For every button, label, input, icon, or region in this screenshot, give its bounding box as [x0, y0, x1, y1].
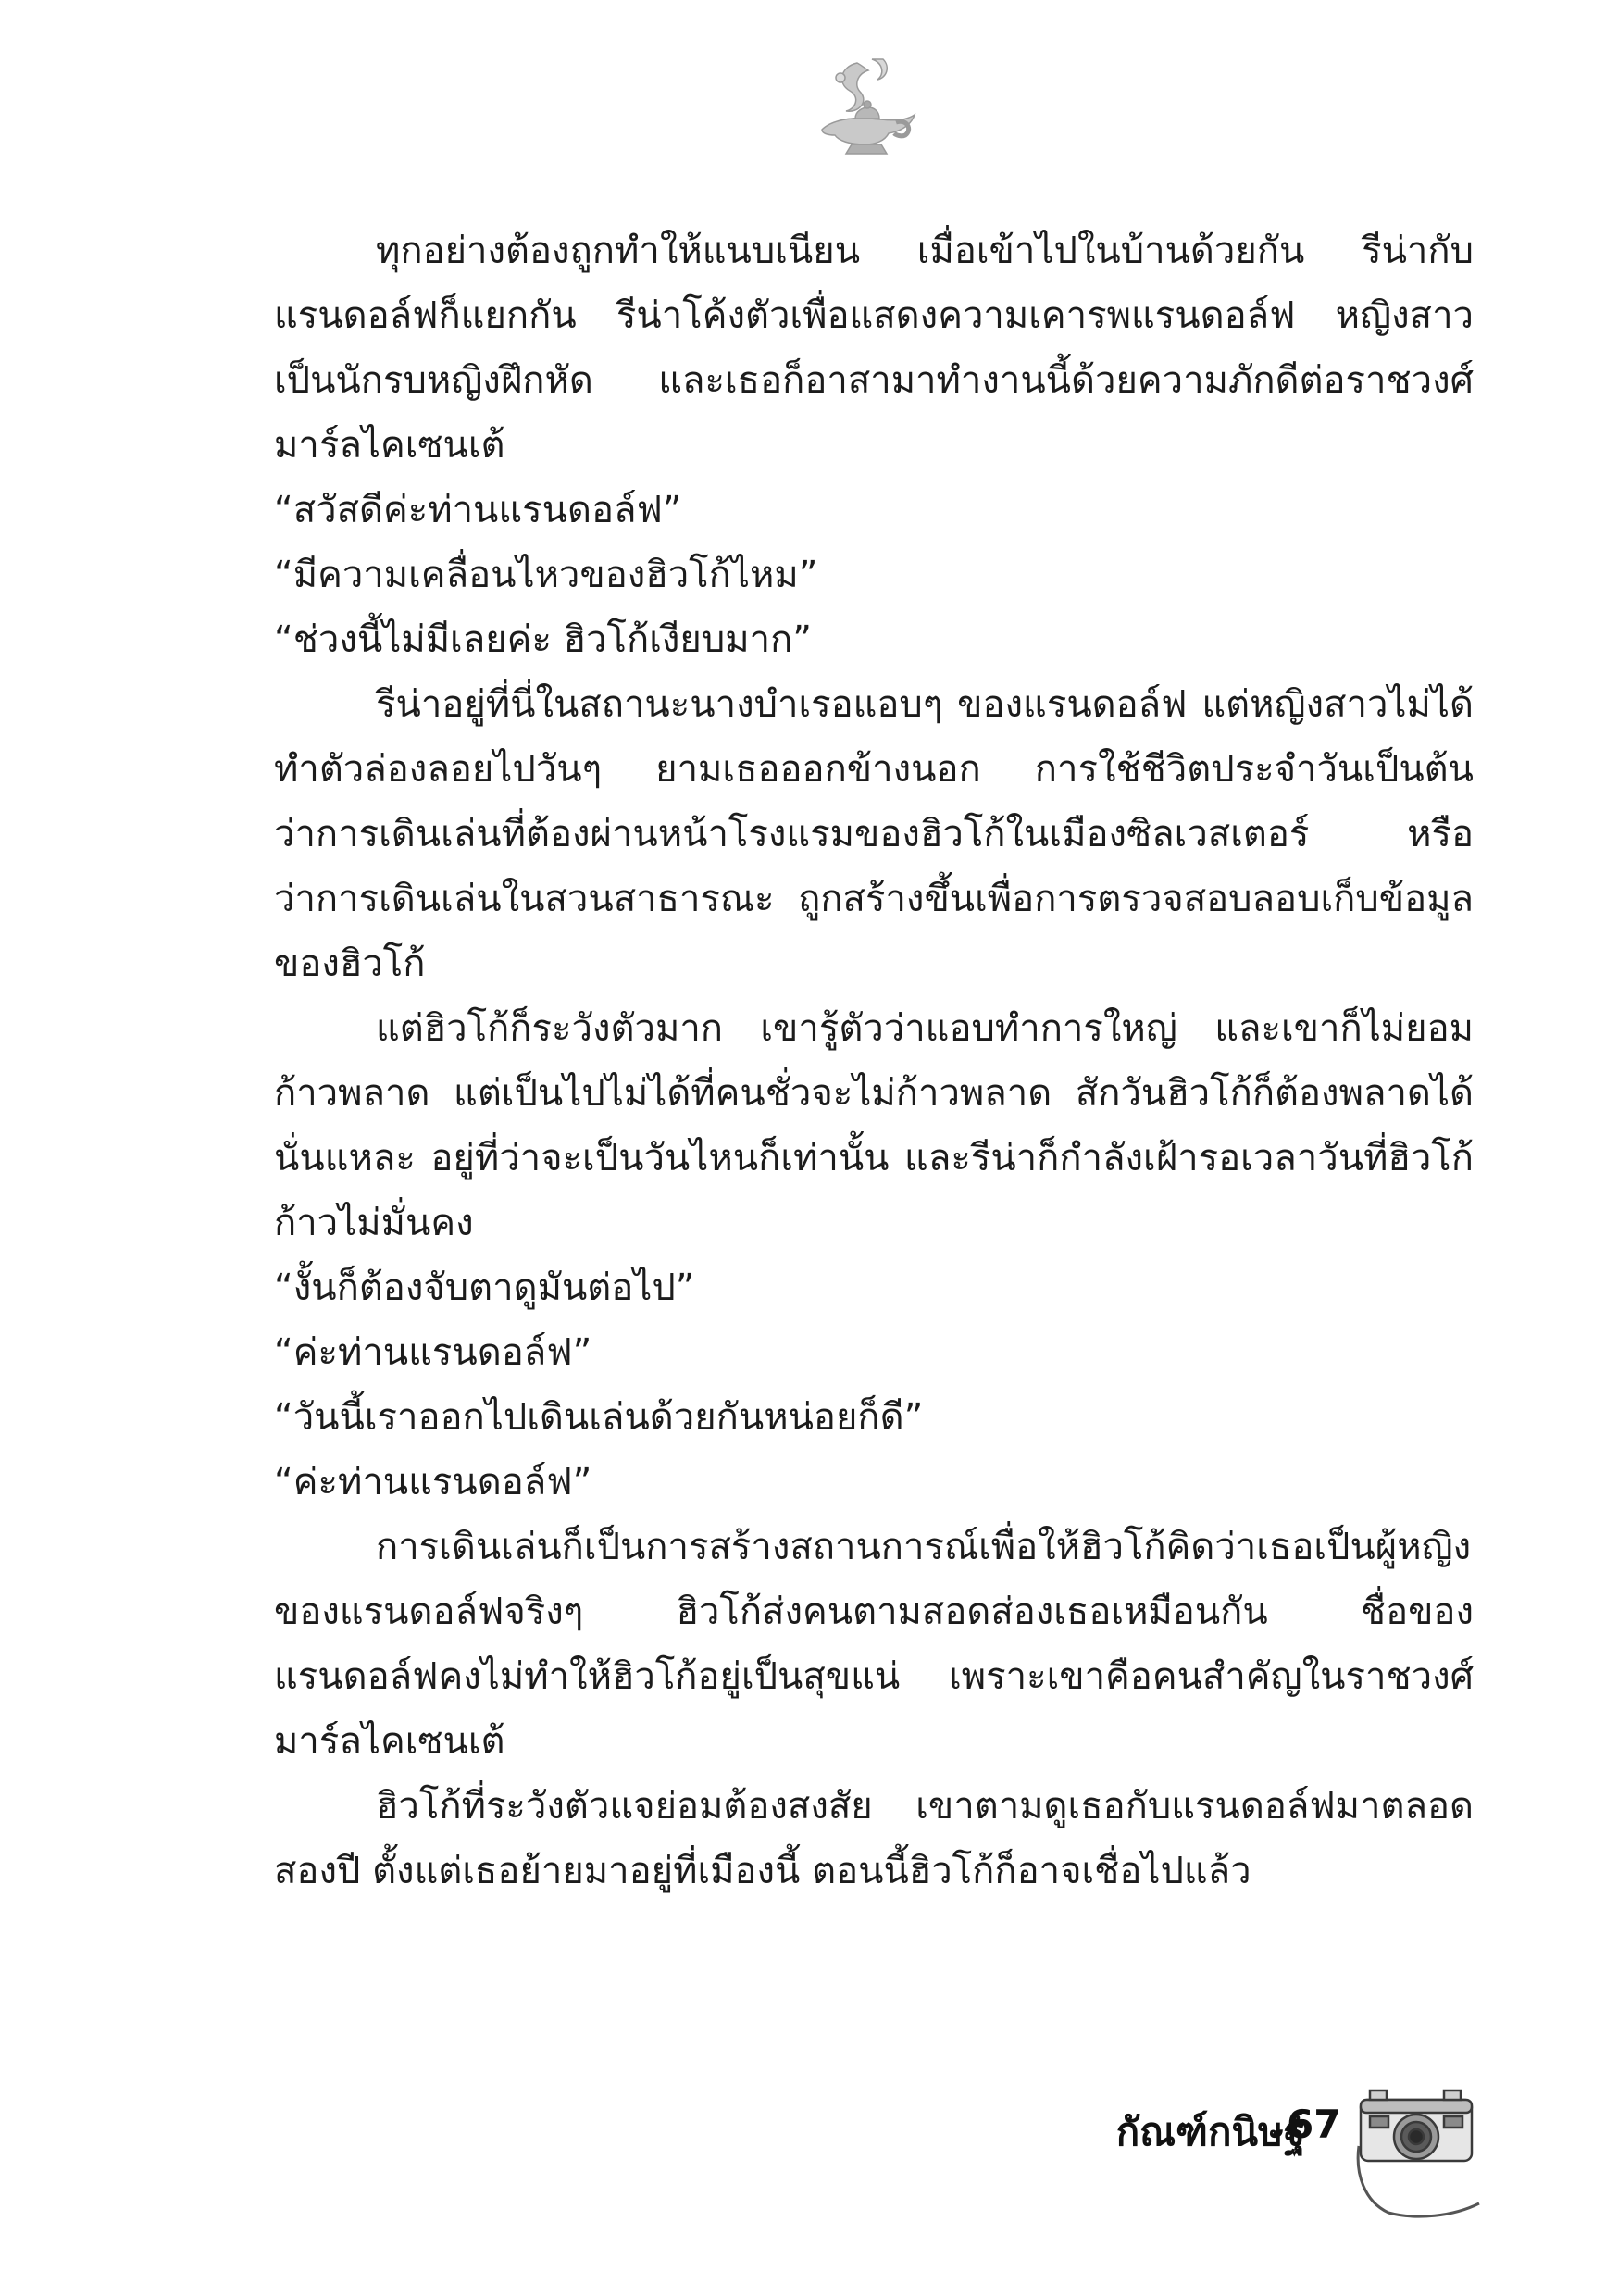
dialogue-line: “ค่ะท่านแรนดอล์ฟ” — [274, 1331, 592, 1374]
camera-icon — [1351, 2081, 1490, 2220]
paragraph: การเดินเล่นก็เป็นการสร้างสถานการณ์เพื่อให้ฮิวโก้คิดว่าเธอเป็นผู้หญิงของแรนดอล์ฟจริงๆ ฮิวโก้ส่งคนตามสอดส่องเธอเหมือนกัน ชื่อของแรนดอล์ฟคงไม่ทำให้ฮิวโก้อยู่เป็นสุขแน่ เพราะเขาคือคนสำคัญในราชวงศ์มาร์ลไคเซนเต้ — [274, 1526, 1474, 1763]
page-body — [274, 218, 1474, 1903]
genie-lamp-icon — [803, 54, 929, 165]
author-name: กัณฑ์กนิษฐ์ — [1115, 2109, 1305, 2154]
dialogue-line: “ช่วงนี้ไม่มีเลยค่ะ ฮิวโก้เงียบมาก” — [274, 618, 813, 661]
paragraph: ฮิวโก้ที่ระวังตัวแจย่อมต้องสงสัย เขาตามดูเธอกับแรนดอล์ฟมาตลอดสองปี ตั้งแต่เธอย้ายมาอยู่ที่เมืองนี้ ตอนนี้ฮิวโก้ก็อาจเชื่อไปแล้ว — [274, 1785, 1474, 1892]
paragraph: แต่ฮิวโก้ก็ระวังตัวมาก เขารู้ตัวว่าแอบทำการใหญ่ และเขาก็ไม่ยอมก้าวพลาด แต่เป็นไปไม่ได้ที่คนชั่วจะไม่ก้าวพลาด สักวันฮิวโก้ก็ต้องพลาดได้นั่นแหละ อยู่ที่ว่าจะเป็นวันไหนก็เท่านั้น และรีน่าก็กำลังเฝ้ารอเวลาวันที่ฮิวโก้ก้าวไม่มั่นคง — [274, 1007, 1474, 1244]
paragraph: ทุกอย่างต้องถูกทำให้แนบเนียน เมื่อเข้าไปในบ้านด้วยกัน รีน่ากับแรนดอล์ฟก็แยกกัน รีน่าโค้งตัวเพื่อแสดงความเคารพแรนดอล์ฟ หญิงสาวเป็นนักรบหญิงฝึกหัด และเธอก็อาสามาทำงานนี้ด้วยความภักดีต่อราชวงศ์มาร์ลไคเซนเต้ — [274, 230, 1474, 467]
page-footer — [1000, 2081, 1518, 2229]
paragraph: รีน่าอยู่ที่นี่ในสถานะนางบำเรอแอบๆ ของแรนดอล์ฟ แต่หญิงสาวไม่ได้ทำตัวล่องลอยไปวันๆ ยามเธอออกข้างนอก การใช้ชีวิตประจำวันเป็นต้นว่าการเดินเล่นที่ต้องผ่านหน้าโรงแรมของฮิวโก้ในเมืองซิลเวสเตอร์ หรือว่าการเดินเล่นในสวนสาธารณะ ถูกสร้างขึ้นเพื่อการตรวจสอบลอบเก็บข้อมูลของฮิวโก้ — [274, 683, 1474, 985]
page-number: 67 — [1287, 2102, 1341, 2147]
dialogue-line: “งั้นก็ต้องจับตาดูมันต่อไป” — [274, 1267, 695, 1309]
dialogue-line: “สวัสดีค่ะท่านแรนดอล์ฟ” — [274, 489, 682, 531]
dialogue-line: “ค่ะท่านแรนดอล์ฟ” — [274, 1461, 592, 1504]
dialogue-line: “วันนี้เราออกไปเดินเล่นด้วยกันหน่อยก็ดี” — [274, 1396, 924, 1439]
dialogue-line: “มีความเคลื่อนไหวของฮิวโก้ไหม” — [274, 554, 818, 596]
